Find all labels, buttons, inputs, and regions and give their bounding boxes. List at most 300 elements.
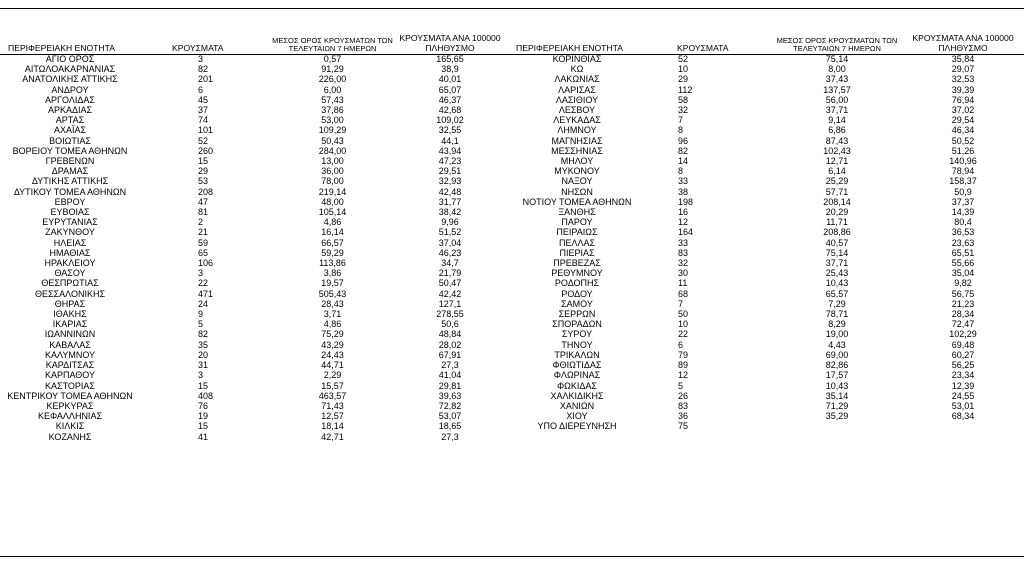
per100k-cell: 18,65 [438, 421, 462, 432]
region-name-cell: ΜΕΣΣΗΝΙΑΣ [551, 145, 603, 156]
cases-cell: 83 [678, 247, 689, 258]
cases-cell: 6 [678, 339, 684, 350]
per100k-cell: 140,96 [949, 156, 977, 167]
table-row [0, 166, 505, 176]
region-name-cell: ΑΡΤΑΣ [55, 115, 85, 126]
cases-cell: 33 [678, 237, 689, 248]
cases-cell: 7 [678, 115, 684, 126]
region-name-cell: ΚΕΝΤΡΙΚΟΥ ΤΟΜΕΑ ΑΘΗΝΩΝ [7, 390, 133, 401]
table-row [0, 319, 505, 329]
cases-cell: 83 [678, 400, 689, 411]
per100k-cell: 43,94 [438, 145, 462, 156]
table-row [0, 136, 505, 146]
cases-cell: 81 [198, 207, 209, 218]
table-row [512, 54, 1019, 64]
region-name-cell: ΠΑΡΟΥ [561, 217, 593, 228]
avg7-cell: 12,57 [321, 411, 344, 422]
avg7-cell: 28,43 [321, 298, 344, 309]
avg7-cell: 463,57 [318, 390, 347, 401]
region-name-cell: ΘΑΣΟΥ [54, 268, 86, 279]
cases-cell: 47 [198, 196, 209, 207]
cases-cell: 52 [678, 54, 689, 64]
region-name-cell: ΜΗΛΟΥ [560, 156, 594, 167]
per100k-cell: 102,29 [949, 329, 977, 340]
cases-cell: 3 [198, 370, 204, 381]
avg7-cell: 44,71 [321, 360, 344, 371]
header-per100k: ΚΡΟΥΣΜΑΤΑ ΑΝΑ 100000 ΠΛΗΘΥΣΜΟ [399, 33, 501, 54]
avg7-cell: 102,43 [823, 145, 851, 156]
avg7-cell: 18,14 [321, 421, 344, 432]
per100k-cell: 72,82 [438, 400, 462, 411]
cases-cell: 15 [198, 421, 209, 432]
avg7-cell: 91,29 [321, 64, 344, 75]
region-name-cell: ΚΑΛΥΜΝΟΥ [44, 349, 96, 360]
table-row [0, 268, 505, 278]
region-name-cell: ΙΘΑΚΗΣ [53, 309, 87, 320]
table-row [512, 74, 1019, 84]
table-row [0, 391, 505, 401]
avg7-cell: 71,43 [321, 400, 344, 411]
avg7-cell: 75,14 [825, 247, 849, 258]
per100k-cell: 72,47 [951, 319, 975, 330]
table-row [0, 421, 505, 431]
per100k-cell: 46,23 [438, 247, 462, 258]
table-row [0, 54, 505, 64]
per100k-cell: 47,23 [438, 156, 462, 167]
per100k-cell: 80,4 [954, 217, 972, 228]
header-cases: ΚΡΟΥΣΜΑΤΑ [172, 43, 224, 54]
region-name-cell: ΚΑΡΠΑΘΟΥ [44, 370, 96, 381]
region-name-cell: ΒΟΡΕΙΟΥ ΤΟΜΕΑ ΑΘΗΝΩΝ [12, 145, 128, 156]
table-row [0, 74, 505, 84]
region-name-cell: ΠΙΕΡΙΑΣ [559, 247, 595, 258]
per100k-cell: 23,34 [951, 370, 975, 381]
table-row [0, 64, 505, 74]
per100k-cell: 32,55 [438, 125, 462, 136]
table-row [512, 360, 1019, 370]
per100k-cell: 48,84 [438, 329, 462, 340]
table-row [512, 411, 1019, 421]
per100k-cell: 68,34 [951, 411, 975, 422]
region-name-cell: ΔΡΑΜΑΣ [51, 166, 89, 177]
region-name-cell: ΑΡΓΟΛΙΔΑΣ [45, 94, 95, 105]
per100k-cell: 24,55 [951, 390, 975, 401]
cases-cell: 96 [678, 135, 689, 146]
region-name-cell: ΜΥΚΟΝΟΥ [554, 166, 600, 177]
cases-cell: 26 [678, 390, 689, 401]
region-name-cell: ΛΑΡΙΣΑΣ [558, 84, 596, 95]
table-row [512, 136, 1019, 146]
cases-cell: 79 [678, 349, 689, 360]
cases-cell: 33 [678, 176, 689, 187]
per100k-cell: 50,9 [954, 186, 972, 197]
cases-cell: 35 [198, 339, 209, 350]
per100k-cell: 28,34 [951, 309, 975, 320]
region-name-cell: ΛΑΚΩΝΙΑΣ [554, 74, 600, 85]
avg7-cell: 13,00 [321, 156, 344, 167]
per100k-cell: 41,04 [438, 370, 462, 381]
avg7-cell: 25,29 [825, 176, 849, 187]
avg7-cell: 10,43 [825, 380, 849, 391]
region-name-cell: ΤΗΝΟΥ [561, 339, 593, 350]
table-row [512, 299, 1019, 309]
per100k-cell: 46,34 [951, 125, 975, 136]
per100k-cell: 278,55 [436, 309, 464, 320]
per100k-cell: 29,81 [438, 380, 462, 391]
table-row [512, 64, 1019, 74]
avg7-cell: 12,71 [825, 156, 849, 167]
table-row [0, 248, 505, 258]
region-name-cell: ΝΟΤΙΟΥ ΤΟΜΕΑ ΑΘΗΝΩΝ [522, 196, 632, 207]
table-row [512, 146, 1019, 156]
avg7-cell: 15,57 [321, 380, 344, 391]
region-name-cell: ΕΥΒΟΙΑΣ [50, 207, 90, 218]
cases-cell: 19 [198, 411, 209, 422]
avg7-cell: 6,14 [828, 166, 846, 177]
table-row [0, 432, 505, 442]
region-name-cell: ΒΟΙΩΤΙΑΣ [49, 135, 91, 146]
header-region: ΠΕΡΙΦΕΡΕΙΑΚΗ ΕΝΟΤΗΤΑ [516, 43, 623, 54]
region-name-cell: ΚΟΡΙΝΘΙΑΣ [552, 54, 602, 64]
region-name-cell: ΛΕΥΚΑΔΑΣ [553, 115, 601, 126]
region-name-cell: ΕΥΡΥΤΑΝΙΑΣ [42, 217, 98, 228]
cases-cell: 58 [678, 94, 689, 105]
table-row [512, 278, 1019, 288]
avg7-cell: 56,00 [825, 94, 849, 105]
region-name-cell: ΘΗΡΑΣ [54, 298, 86, 309]
avg7-cell: 35,14 [825, 390, 849, 401]
region-name-cell: ΚΟΖΑΝΗΣ [48, 431, 92, 442]
avg7-cell: 137,57 [823, 84, 851, 95]
avg7-cell: 3,71 [323, 309, 342, 320]
per100k-cell: 9,96 [441, 217, 459, 228]
avg7-cell: 37,71 [825, 105, 849, 116]
per100k-cell: 165,65 [436, 54, 464, 64]
avg7-cell: 87,43 [825, 135, 849, 146]
region-name-cell: ΛΑΣΙΘΙΟΥ [555, 94, 599, 105]
cases-cell: 76 [198, 400, 209, 411]
table-row [0, 85, 505, 95]
region-name-cell: ΖΑΚΥΝΘΟΥ [45, 227, 95, 238]
table-row [0, 360, 505, 370]
table-row [512, 187, 1019, 197]
left-table [0, 30, 505, 442]
per100k-cell: 55,66 [951, 258, 975, 269]
region-name-cell: ΚΑΣΤΟΡΙΑΣ [45, 380, 95, 391]
avg7-cell: 8,29 [828, 319, 846, 330]
avg7-cell: 11,71 [826, 217, 848, 228]
cases-cell: 59 [198, 237, 209, 248]
per100k-cell: 109,02 [436, 115, 464, 126]
avg7-cell: 505,43 [318, 288, 347, 299]
cases-cell: 15 [198, 380, 209, 391]
cases-cell: 8 [678, 125, 684, 136]
per100k-cell: 39,63 [438, 390, 462, 401]
per100k-cell: 21,23 [951, 298, 975, 309]
per100k-cell: 38,9 [441, 64, 459, 75]
region-name-cell: ΗΡΑΚΛΕΙΟΥ [44, 258, 96, 269]
table-row [0, 278, 505, 288]
avg7-cell: 219,14 [318, 186, 347, 197]
region-name-cell: ΚΕΦΑΛΛΗΝΙΑΣ [37, 411, 103, 422]
table-row [512, 166, 1019, 176]
region-name-cell: ΗΛΕΙΑΣ [53, 237, 87, 248]
region-name-cell: ΞΑΝΘΗΣ [558, 207, 596, 218]
region-name-cell: ΡΟΔΟΥ [561, 288, 593, 299]
cases-cell: 37 [198, 105, 209, 116]
table-row [0, 258, 505, 268]
per100k-cell: 31,77 [438, 196, 462, 207]
cases-cell: 74 [198, 115, 209, 126]
table-row [0, 299, 505, 309]
cases-cell: 198 [678, 196, 694, 207]
cases-cell: 8 [678, 166, 684, 177]
cases-cell: 29 [198, 166, 209, 177]
per100k-cell: 60,27 [951, 349, 975, 360]
region-name-cell: ΦΛΩΡΙΝΑΣ [553, 370, 601, 381]
region-name-cell: ΑΝΑΤΟΛΙΚΗΣ ΑΤΤΙΚΗΣ [22, 74, 118, 85]
per100k-cell: 29,07 [951, 64, 975, 75]
table-row [512, 248, 1019, 258]
cases-cell: 11 [678, 278, 688, 289]
avg7-cell: 208,86 [823, 227, 851, 238]
region-name-cell: ΦΘΙΩΤΙΔΑΣ [552, 360, 602, 371]
avg7-cell: 8,00 [828, 64, 846, 75]
region-name-cell: ΦΩΚΙΔΑΣ [557, 380, 597, 391]
per100k-cell: 28,02 [438, 339, 462, 350]
per100k-cell: 42,42 [438, 288, 462, 299]
region-name-cell: ΙΩΑΝΝΙΝΩΝ [44, 329, 96, 340]
table-row [512, 381, 1019, 391]
table-row [512, 319, 1019, 329]
avg7-cell: 75,29 [321, 329, 344, 340]
table-row [512, 350, 1019, 360]
avg7-cell: 4,86 [323, 319, 342, 330]
header-avg7: ΜΕΣΟΣ ΟΡΟΣ ΚΡΟΥΣΜΑΤΩΝ ΤΩΝ ΤΕΛΕΥΤΑΙΩΝ 7 ΗΜΕΡΩΝ [272, 35, 393, 54]
cases-cell: 5 [678, 380, 684, 391]
avg7-cell: 65,57 [825, 288, 849, 299]
avg7-cell: 20,29 [825, 207, 849, 218]
right-table [512, 30, 1019, 432]
left-table-body [0, 54, 505, 442]
table-row [0, 370, 505, 380]
avg7-cell: 78,00 [321, 176, 344, 187]
per100k-cell: 38,42 [438, 207, 462, 218]
region-name-cell: ΑΙΤΩΛΟΑΚΑΡΝΑΝΙΑΣ [24, 64, 116, 75]
header-cases: ΚΡΟΥΣΜΑΤΑ [677, 43, 729, 54]
per100k-cell: 36,53 [951, 227, 975, 238]
per100k-cell: 46,37 [438, 94, 462, 105]
per100k-cell: 65,51 [951, 247, 975, 258]
bottom-border-line [0, 556, 1024, 557]
table-row [512, 197, 1019, 207]
per100k-cell: 56,75 [951, 288, 975, 299]
avg7-cell: 208,14 [823, 196, 851, 207]
cases-cell: 32 [678, 258, 689, 269]
avg7-cell: 69,00 [825, 349, 849, 360]
avg7-cell: 36,00 [321, 166, 344, 177]
cases-cell: 6 [198, 84, 204, 95]
header-avg7: ΜΕΣΟΣ ΟΡΟΣ ΚΡΟΥΣΜΑΤΩΝ ΤΩΝ ΤΕΛΕΥΤΑΙΩΝ 7 ΗΜΕΡΩΝ [776, 35, 898, 54]
per100k-cell: 50,47 [438, 278, 462, 289]
region-name-cell: ΝΑΞΟΥ [561, 176, 593, 187]
avg7-cell: 7,29 [828, 298, 846, 309]
per100k-cell: 29,51 [438, 166, 462, 177]
region-name-cell: ΘΕΣΣΑΛΟΝΙΚΗΣ [34, 288, 106, 299]
avg7-cell: 48,00 [321, 196, 344, 207]
cases-cell: 12 [678, 217, 689, 228]
avg7-cell: 35,29 [825, 411, 849, 422]
per100k-cell: 32,93 [438, 176, 462, 187]
region-name-cell: ΚΑΒΑΛΑΣ [49, 339, 91, 350]
cases-cell: 101 [198, 125, 214, 136]
table-row [512, 95, 1019, 105]
per100k-cell: 14,39 [951, 207, 975, 218]
cases-cell: 31 [198, 360, 209, 371]
per100k-cell: 37,37 [951, 196, 975, 207]
cases-cell: 471 [198, 288, 214, 299]
avg7-cell: 71,29 [825, 400, 849, 411]
region-name-cell: ΔΥΤΙΚΗΣ ΑΤΤΙΚΗΣ [31, 176, 109, 187]
cases-cell: 16 [678, 207, 689, 218]
cases-cell: 82 [198, 329, 209, 340]
avg7-cell: 2,29 [323, 370, 342, 381]
per100k-cell: 29,54 [951, 115, 975, 126]
cases-cell: 82 [198, 64, 209, 75]
region-name-cell: ΠΡΕΒΕΖΑΣ [553, 258, 601, 269]
cases-cell: 164 [678, 227, 694, 238]
table-row [512, 309, 1019, 319]
table-row [512, 176, 1019, 186]
avg7-cell: 9,14 [828, 115, 846, 126]
region-name-cell: ΠΕΛΛΑΣ [558, 237, 596, 248]
cases-cell: 5 [198, 319, 204, 330]
table-row [0, 401, 505, 411]
per100k-cell: 23,63 [951, 237, 975, 248]
region-name-cell: ΔΥΤΙΚΟΥ ΤΟΜΕΑ ΑΘΗΝΩΝ [13, 186, 127, 197]
region-name-cell: ΗΜΑΘΙΑΣ [49, 247, 91, 258]
region-name-cell: ΣΥΡΟΥ [561, 329, 593, 340]
table-row [512, 421, 1019, 431]
per100k-cell: 50,6 [441, 319, 459, 330]
cases-cell: 15 [198, 156, 209, 167]
avg7-cell: 75,14 [825, 54, 849, 64]
table-row [512, 227, 1019, 237]
avg7-cell: 226,00 [318, 74, 347, 85]
avg7-cell: 4,86 [323, 217, 342, 228]
per100k-cell: 37,04 [438, 237, 462, 248]
avg7-cell: 53,00 [321, 115, 344, 126]
per100k-cell: 40,01 [438, 74, 462, 85]
region-name-cell: ΑΧΑΪΑΣ [53, 125, 87, 136]
cases-cell: 41 [198, 431, 209, 442]
cases-cell: 12 [678, 370, 689, 381]
table-row [0, 176, 505, 186]
cases-cell: 30 [678, 268, 689, 279]
cases-cell: 22 [678, 329, 689, 340]
cases-cell: 21 [198, 227, 209, 238]
region-name-cell: ΣΑΜΟΥ [561, 298, 593, 309]
cases-cell: 106 [198, 258, 214, 269]
per100k-cell: 78,94 [951, 166, 975, 177]
avg7-cell: 17,57 [825, 370, 849, 381]
left-header-row [0, 30, 505, 54]
region-name-cell: ΘΕΣΠΡΩΤΙΑΣ [41, 278, 99, 289]
region-name-cell: ΣΕΡΡΩΝ [558, 309, 596, 320]
per100k-cell: 34,7 [441, 258, 459, 269]
avg7-cell: 16,14 [321, 227, 344, 238]
avg7-cell: 66,57 [321, 237, 344, 248]
per100k-cell: 12,39 [951, 380, 975, 391]
table-row [0, 227, 505, 237]
cases-cell: 112 [678, 84, 693, 95]
per100k-cell: 39,39 [951, 84, 975, 95]
table-row [0, 329, 505, 339]
table-row [0, 115, 505, 125]
per100k-cell: 127,1 [438, 298, 462, 309]
avg7-cell: 42,71 [321, 431, 344, 442]
table-row [0, 105, 505, 115]
cases-cell: 82 [678, 145, 689, 156]
avg7-cell: 284,00 [318, 145, 347, 156]
per100k-cell: 32,53 [951, 74, 975, 85]
avg7-cell: 19,00 [825, 329, 849, 340]
avg7-cell: 37,43 [825, 74, 849, 85]
cases-cell: 20 [198, 349, 209, 360]
avg7-cell: 6,86 [828, 125, 846, 136]
cases-cell: 14 [678, 156, 689, 167]
avg7-cell: 10,43 [825, 278, 849, 289]
region-name-cell: ΛΗΜΝΟΥ [557, 125, 597, 136]
header-per100k: ΚΡΟΥΣΜΑΤΑ ΑΝΑ 100000 ΠΛΗΘΥΣΜΟ [912, 33, 1014, 54]
cases-cell: 89 [678, 360, 689, 371]
avg7-cell: 0,57 [323, 54, 342, 64]
per100k-cell: 69,48 [951, 339, 975, 350]
region-name-cell: ΡΕΘΥΜΝΟΥ [551, 268, 603, 279]
avg7-cell: 40,57 [825, 237, 849, 248]
avg7-cell: 50,43 [321, 135, 344, 146]
table-row [0, 95, 505, 105]
region-name-cell: ΡΟΔΟΠΗΣ [554, 278, 600, 289]
cases-cell: 29 [678, 74, 689, 85]
table-row [0, 207, 505, 217]
avg7-cell: 3,86 [323, 268, 342, 279]
per100k-cell: 76,94 [951, 94, 975, 105]
header-region: ΠΕΡΙΦΕΡΕΙΑΚΗ ΕΝΟΤΗΤΑ [8, 43, 115, 54]
avg7-cell: 105,14 [318, 207, 347, 218]
table-row [512, 289, 1019, 299]
region-name-cell: ΧΙΟΥ [566, 411, 588, 422]
per100k-cell: 37,02 [951, 105, 975, 116]
region-name-cell: ΝΗΣΩΝ [561, 186, 593, 197]
region-name-cell: ΑΡΚΑΔΙΑΣ [47, 105, 93, 116]
region-name-cell: ΧΑΝΙΩΝ [559, 400, 595, 411]
cases-cell: 22 [198, 278, 209, 289]
avg7-cell: 57,71 [825, 186, 849, 197]
per100k-cell: 53,01 [951, 400, 975, 411]
avg7-cell: 24,43 [321, 349, 344, 360]
table-row [512, 156, 1019, 166]
avg7-cell: 4,43 [828, 339, 846, 350]
cases-cell: 408 [198, 390, 214, 401]
per100k-cell: 21,79 [438, 268, 462, 279]
per100k-cell: 35,04 [951, 268, 975, 279]
per100k-cell: 9,82 [954, 278, 972, 289]
cases-cell: 10 [678, 319, 689, 330]
table-row [512, 125, 1019, 135]
region-name-cell: ΣΠΟΡΑΔΩΝ [552, 319, 602, 330]
per100k-cell: 42,48 [438, 186, 462, 197]
